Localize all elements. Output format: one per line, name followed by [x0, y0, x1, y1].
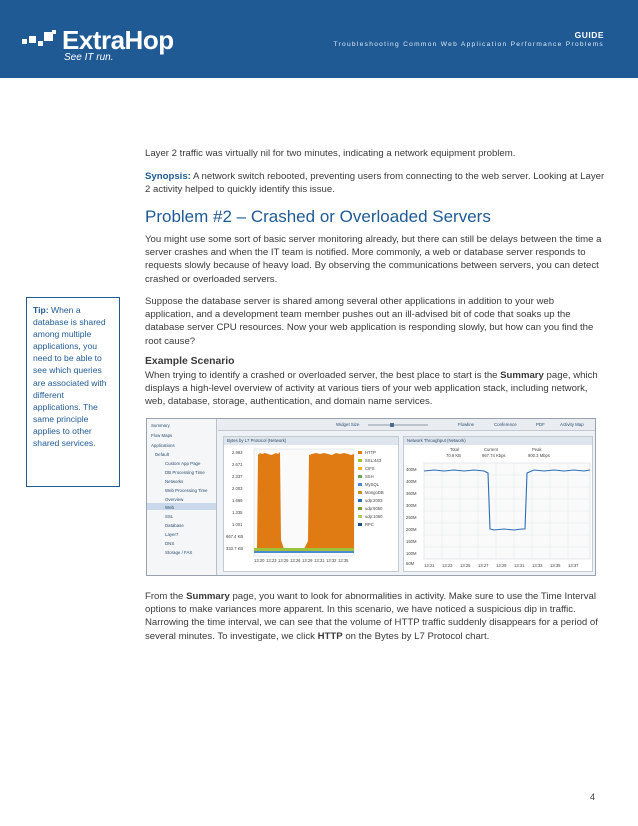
x-tick: 13:35	[550, 563, 561, 568]
y-tick: 1.335	[232, 510, 243, 515]
legend-swatch	[358, 467, 362, 470]
sidebar-item: Storage / FAS	[165, 550, 193, 555]
paragraph-investigate	[145, 590, 605, 643]
sidebar-item: Database	[165, 523, 184, 528]
throughput-chart	[404, 437, 594, 573]
panel-title: Bytes by L7 Protocol (Network)	[224, 437, 398, 445]
section-heading: Problem #2 – Crashed or Overloaded Servers	[145, 207, 491, 226]
y-tick: 200M	[406, 527, 417, 532]
text-run: From the	[145, 591, 187, 602]
paragraph-database: Suppose the database server is shared among several other applications in addition to your web application, and a development team member pushes out an ill-advised bit of code that soaks up the database server CPU resources. Now your web application is responding slowly, but how can you find the root cause?	[145, 296, 594, 347]
synopsis-text: A network switch rebooted, preventing users from connecting to the web server. Looking at Layer 2 activity helped to quickly identify this issue.	[145, 171, 605, 196]
y-tick: 400M	[406, 467, 417, 472]
stat-header: Total	[450, 447, 459, 452]
y-tick: 1.001	[232, 522, 243, 527]
x-tick: 13:25	[460, 563, 471, 568]
x-tick: 13:23	[266, 558, 277, 563]
x-tick: 13:20	[254, 558, 265, 563]
panel-title: Network Throughput (Network)	[404, 437, 592, 445]
x-tick: 13:27	[478, 563, 489, 568]
legend-item: MySQL	[365, 482, 379, 487]
sidebar-item: Overview	[165, 497, 184, 502]
page-number: 4	[590, 792, 596, 802]
legend-item: udp:5050	[365, 506, 383, 511]
bytes-by-l7-panel	[223, 436, 399, 572]
sidebar-item: Default	[155, 452, 169, 457]
legend-item: udp:1060	[365, 514, 383, 519]
legend-swatch	[358, 515, 362, 518]
x-tick: 13:25	[278, 558, 289, 563]
legend-swatch	[358, 523, 362, 526]
y-tick: 360M	[406, 491, 417, 496]
extrahop-logo	[22, 26, 182, 62]
sidebar-item: Summary	[151, 423, 170, 428]
summary-page-screenshot	[146, 418, 596, 576]
x-tick: 13:29	[496, 563, 507, 568]
text-run: page, you want to look for abnormalities in activity. Make sure to use the Time Interval options to make variances more apparent. In this scenario, we have noticed a suspicious dip in traffic. Narrowing the time interval, we can see that the volume of HTTP traffic suddenly disappears for a period of several minutes. To investigate, we click	[145, 591, 598, 642]
legend-item: RPC	[365, 522, 374, 527]
legend-swatch	[358, 475, 362, 478]
x-tick: 13:31	[514, 563, 525, 568]
paragraph-synopsis	[145, 170, 605, 196]
legend-swatch	[358, 507, 362, 510]
tip-text: When a database is shared among multiple applications, you need to be able to see which queries are associated with different applications. The same principle applies to other shared services.	[33, 305, 107, 449]
y-tick: 333.7 KB	[226, 546, 244, 551]
flowline-button: Flowline	[458, 422, 475, 427]
summary-emphasis: Summary	[186, 591, 230, 602]
http-emphasis: HTTP	[317, 630, 343, 642]
legend-http: HTTP	[365, 450, 376, 455]
x-tick: 13:37	[568, 563, 579, 568]
paragraph-monitoring: You might use some sort of basic server monitoring already, but there can still be delays between the time a server crashes and when the IT team is notified. More commonly, a web or database server responds to requests slowly because of heavy load. By observing the communications between servers, you can detect crashed or overloaded servers.	[145, 234, 602, 285]
summary-emphasis: Summary	[500, 370, 544, 381]
text-run: When trying to identify a crashed or overloaded server, the best place to start is the	[145, 370, 501, 381]
x-tick: 13:31	[314, 558, 325, 563]
legend-swatch	[358, 459, 362, 462]
synopsis-label: Synopsis:	[145, 171, 191, 182]
x-tick: 13:33	[532, 563, 543, 568]
x-tick: 13:23	[442, 563, 453, 568]
screenshot-toolbar	[218, 419, 596, 431]
screenshot-sidebar	[147, 419, 217, 576]
subsection-heading: Example Scenario	[145, 356, 235, 367]
y-tick: 50M	[406, 561, 415, 566]
y-tick: 300M	[406, 503, 417, 508]
tip-label: Tip:	[33, 305, 49, 315]
y-tick: 2.003	[232, 486, 243, 491]
pdf-button: PDF	[536, 422, 545, 427]
sidebar-item: Networks	[165, 479, 184, 484]
legend-item: SSH	[365, 474, 374, 479]
activity-map-button: Activity Map	[560, 422, 584, 427]
widget-size-label: Widget Size	[336, 422, 360, 427]
conference-button: Conference	[494, 422, 517, 427]
logo-dots-icon	[22, 30, 58, 52]
legend-swatch	[358, 499, 362, 502]
stat-value: 967.74 Kbps	[482, 453, 506, 458]
stat-header: Peak	[532, 447, 542, 452]
widget-size-slider-icon	[368, 423, 428, 427]
y-tick: 2.983	[232, 450, 243, 455]
y-tick: 2.337	[232, 474, 243, 479]
y-tick: 150M	[406, 539, 417, 544]
sidebar-item: Custom App Page	[165, 461, 201, 466]
x-tick: 13:21	[424, 563, 435, 568]
y-tick: 2.671	[232, 462, 243, 467]
sidebar-item: SSL	[165, 514, 174, 519]
y-tick: 400M	[406, 479, 417, 484]
legend-swatch	[358, 491, 362, 494]
x-tick: 13:29	[302, 558, 313, 563]
sidebar-item: Web Processing Time	[165, 488, 208, 493]
y-tick: 1.669	[232, 498, 243, 503]
x-tick: 13:35	[338, 558, 349, 563]
paragraph-layer2: Layer 2 traffic was virtually nil for two minutes, indicating a network equipment problem.	[145, 148, 516, 159]
sidebar-item: DB Processing Time	[165, 470, 205, 475]
paragraph-summary	[145, 369, 605, 409]
text-run: on the Bytes by L7 Protocol chart.	[342, 630, 490, 642]
y-tick: 250M	[406, 515, 417, 520]
legend-item: udp:2003	[365, 498, 383, 503]
x-tick: 13:26	[290, 558, 301, 563]
legend-item: CIFS	[365, 466, 375, 471]
legend-swatch	[358, 451, 362, 454]
sidebar-item: Web	[165, 505, 174, 510]
stat-value: 70.9 KB	[446, 453, 461, 458]
stat-header: Current	[484, 447, 498, 452]
y-tick: 100M	[406, 551, 417, 556]
tip-box	[26, 297, 120, 487]
sidebar-item: Applications	[151, 443, 175, 448]
brand-tagline: See IT run.	[64, 52, 114, 63]
network-throughput-panel	[403, 436, 593, 572]
x-tick: 13:32	[326, 558, 337, 563]
header-band	[0, 0, 638, 78]
y-tick: 667.4 KB	[226, 534, 244, 539]
guide-label: GUIDE	[574, 30, 604, 40]
sidebar-item: Flow Maps	[151, 433, 173, 438]
document-title: Troubleshooting Common Web Application Performance Problems	[333, 41, 604, 48]
legend-swatch	[358, 483, 362, 486]
sidebar-item: Layer7	[165, 532, 179, 537]
sidebar-selection	[147, 503, 216, 510]
brand-name: ExtraHop	[62, 25, 174, 55]
sidebar-item: DNS	[165, 541, 175, 546]
stat-value: 900.3 Mbps	[528, 453, 550, 458]
text-run: page, which displays a high-level overview of activity at various tiers of your web application stack, including network, web, database, storage, authentication, and domain name services.	[145, 370, 598, 408]
legend-item: MongoDB	[365, 490, 384, 495]
legend-item: SSL:443	[365, 458, 382, 463]
